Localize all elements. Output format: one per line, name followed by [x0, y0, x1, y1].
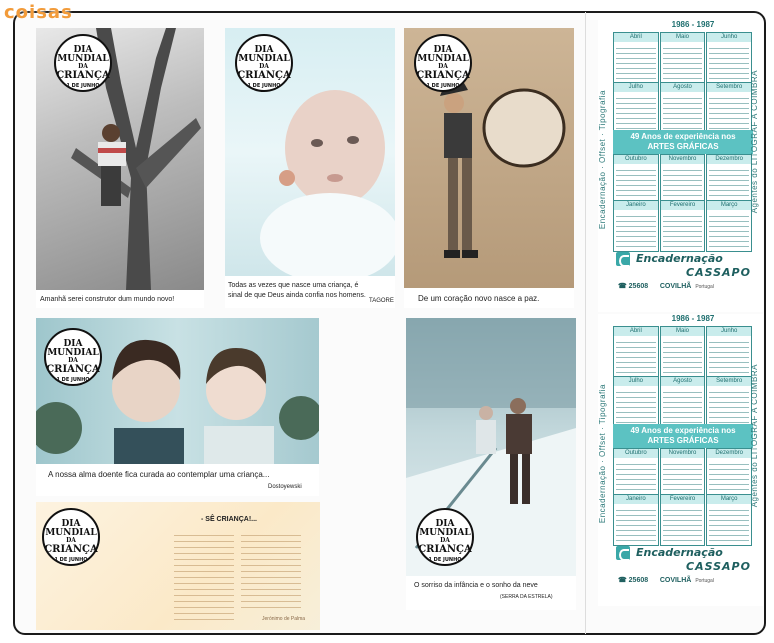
months-row-3: Outubro Novembro Dezembro [613, 448, 753, 500]
cassapo-logo-icon [616, 252, 630, 266]
caption-baby-2: sinal de que Deus ainda confia nos homens. [228, 292, 366, 299]
brand-line-2: CASSAPO [686, 266, 751, 279]
photo-baby [225, 28, 395, 276]
badge-dia-mundial: DIA MUNDIAL DA CRIANÇA 1 DE JUNHO [44, 328, 102, 386]
card-drum[interactable] [404, 28, 574, 308]
calendar-card-top[interactable] [598, 20, 763, 312]
brand-line-1: Encadernação [636, 252, 723, 265]
photo-tree [36, 28, 204, 290]
months-row-4: Janeiro Fevereiro Março [613, 200, 753, 252]
side-text-left: Encadernação · Offset · Tipografia [598, 384, 607, 524]
divider [585, 12, 586, 634]
photo-snow [406, 318, 576, 576]
brand-line-2: CASSAPO [686, 560, 751, 573]
poem-text-left [174, 530, 234, 620]
caption-baby-1: Todas as vezes que nasce uma criança, é [228, 282, 359, 289]
card-baby[interactable] [225, 28, 395, 308]
experience-band: 49 Anos de experiência nos ARTES GRÁFICAS [613, 130, 753, 154]
experience-band: 49 Anos de experiência nos ARTES GRÁFICAS [613, 424, 753, 448]
badge-dia-mundial: DIA MUNDIAL DA CRIANÇA 1 DE JUNHO [414, 34, 472, 92]
poem-author: Jerónimo de Palma [262, 616, 306, 622]
caption-snow: O sorriso da infância e o sonho da neve [414, 582, 538, 589]
calendar-years: 1986 - 1987 [671, 20, 715, 29]
months-row-1: Abril Maio Junho [613, 326, 753, 378]
contact-line: ☎ 25608 COVILHÃ Portugal [618, 283, 714, 290]
caption-boys: A nossa alma doente fica curada ao contemplar uma criança... [48, 470, 270, 479]
months-row-2: Julho Agosto Setembro [613, 376, 753, 428]
caption-boys-author: Dostoyewski [268, 484, 302, 490]
calendar-years: 1986 - 1987 [671, 314, 715, 323]
card-boys[interactable] [36, 318, 319, 496]
caption-snow-place: (SERRA DA ESTRELA) [500, 594, 553, 600]
months-row-1: Abril Maio Junho [613, 32, 753, 84]
months-row-2: Julho Agosto Setembro [613, 82, 753, 134]
calendar-card-bottom[interactable] [598, 314, 763, 606]
months-row-3: Outubro Novembro Dezembro [613, 154, 753, 206]
badge-dia-mundial: DIA MUNDIAL DA CRIANÇA 1 DE JUNHO [235, 34, 293, 92]
watermark: coisas [4, 2, 73, 23]
badge-dia-mundial: DIA MUNDIAL DA CRIANÇA 1 DE JUNHO [42, 508, 100, 566]
caption-drum: De um coração novo nasce a paz. [418, 294, 540, 303]
months-row-4: Janeiro Fevereiro Março [613, 494, 753, 546]
brand-line-1: Encadernação [636, 546, 723, 559]
cassapo-logo-icon [616, 546, 630, 560]
card-poem[interactable] [36, 502, 320, 630]
side-text-left: Encadernação · Offset · Tipografia [598, 90, 607, 230]
card-tree[interactable] [36, 28, 204, 308]
caption-baby-author: TAGORE [369, 298, 394, 304]
caption-tree: Amanhã serei construtor dum mundo novo! [40, 296, 175, 303]
poem-text-right [241, 530, 301, 610]
badge-dia-mundial: DIA MUNDIAL DA CRIANÇA 1 DE JUNHO [416, 508, 474, 566]
photo-boys [36, 318, 319, 464]
card-snow[interactable] [406, 318, 576, 610]
contact-line: ☎ 25608 COVILHÃ Portugal [618, 577, 714, 584]
photo-drum [404, 28, 574, 288]
poem-title: - SÊ CRIANÇA!... [201, 516, 257, 523]
side-text-right: Agentes do LITOGRAF A COIMBRA [750, 364, 759, 508]
side-text-right: Agentes do LITOGRAF A COIMBRA [750, 70, 759, 214]
badge-dia-mundial: DIA MUNDIAL DA CRIANÇA 1 DE JUNHO [54, 34, 112, 92]
